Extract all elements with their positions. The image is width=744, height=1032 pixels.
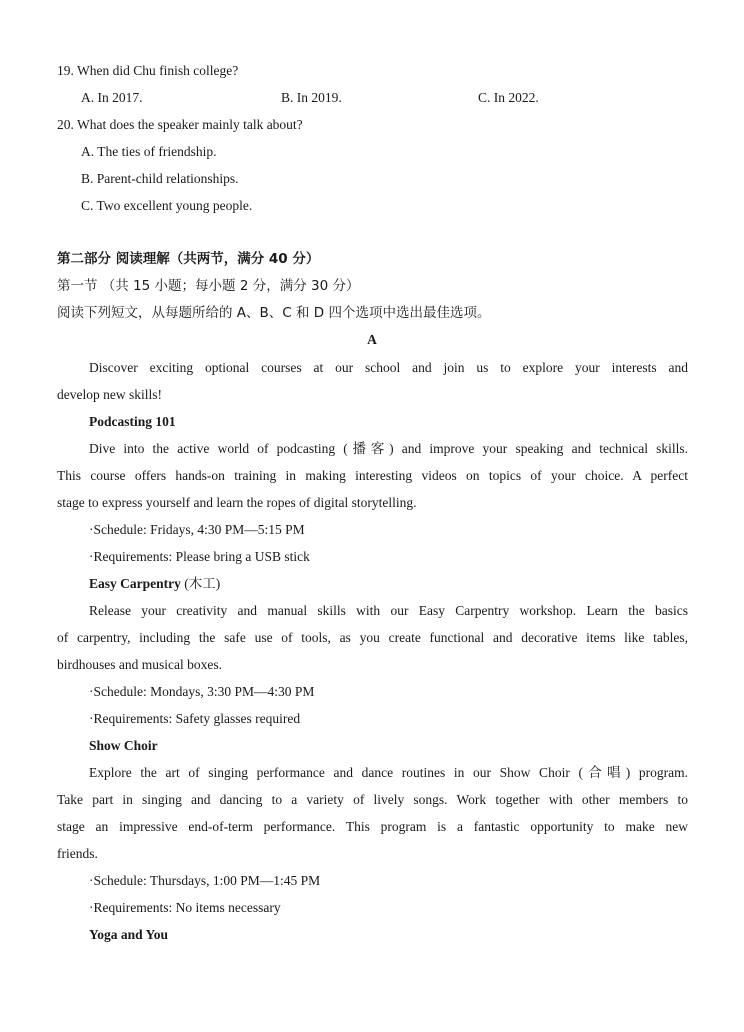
course-requirements: ·Requirements: No items necessary (89, 900, 281, 915)
course-description-line: Explore the art of singing performance and dance routines in our Show Choir (合唱) program. (89, 765, 688, 780)
course-description-line: This course offers hands-on training in making interesting videos on topics of your choice. A perfect (57, 468, 688, 483)
section-heading: 第一节 （共 15 小题；每小题 2 分，满分 30 分） (57, 278, 360, 294)
intro-line: develop new skills! (57, 387, 162, 402)
passage-label: A (367, 332, 377, 347)
course-requirements: ·Requirements: Please bring a USB stick (89, 549, 310, 564)
course-schedule: ·Schedule: Mondays, 3:30 PM—4:30 PM (89, 684, 315, 699)
course-title-note: (木工) (180, 576, 221, 591)
course-title-text: Show Choir (89, 738, 158, 753)
question-20-option-b: B. Parent-child relationships. (81, 171, 239, 186)
part-heading: 第二部分 阅读理解（共两节，满分 40 分） (57, 251, 320, 267)
course-description-line: of carpentry, including the safe use of tools, as you create functional and decorative items like tables, (57, 630, 688, 645)
course-requirements: ·Requirements: Safety glasses required (89, 711, 301, 726)
question-19-option-a: A. In 2017. (81, 90, 143, 105)
course-description-line: stage to express yourself and learn the ropes of digital storytelling. (57, 495, 417, 510)
question-20-option-c: C. Two excellent young people. (81, 198, 253, 213)
question-19-stem: 19. When did Chu finish college? (57, 63, 239, 78)
question-19-option-b: B. In 2019. (281, 90, 342, 105)
course-title-text: Podcasting 101 (89, 414, 176, 429)
question-20-stem: 20. What does the speaker mainly talk about? (57, 117, 303, 132)
course-title-text: Yoga and You (89, 927, 169, 942)
course-title-text: Easy Carpentry (89, 576, 181, 591)
question-19-option-c: C. In 2022. (478, 90, 539, 105)
course-description-line: Release your creativity and manual skills with our Easy Carpentry workshop. Learn the basics (89, 603, 688, 618)
question-20-option-a: A. The ties of friendship. (81, 144, 217, 159)
course-description-line: birdhouses and musical boxes. (57, 657, 222, 672)
course-description-line: friends. (57, 846, 98, 861)
course-description-line: Dive into the active world of podcasting (播客) and improve your speaking and technical skills. (89, 441, 688, 456)
course-title-podcasting (89, 413, 176, 431)
course-schedule: ·Schedule: Fridays, 4:30 PM—5:15 PM (89, 522, 305, 537)
course-title-choir (89, 737, 158, 755)
course-schedule: ·Schedule: Thursdays, 1:00 PM—1:45 PM (89, 873, 321, 888)
course-description-line: Take part in singing and dancing to a variety of lively songs. Work together with other members to (57, 792, 688, 807)
course-title-carpentry (89, 575, 220, 593)
course-description-line: stage an impressive end-of-term performance. This program is a fantastic opportunity to make new (57, 819, 688, 834)
intro-line: Discover exciting optional courses at our school and join us to explore your interests and (89, 360, 688, 375)
course-title-yoga (89, 926, 168, 944)
reading-instruction: 阅读下列短文，从每题所给的 A、B、C 和 D 四个选项中选出最佳选项。 (57, 305, 491, 321)
